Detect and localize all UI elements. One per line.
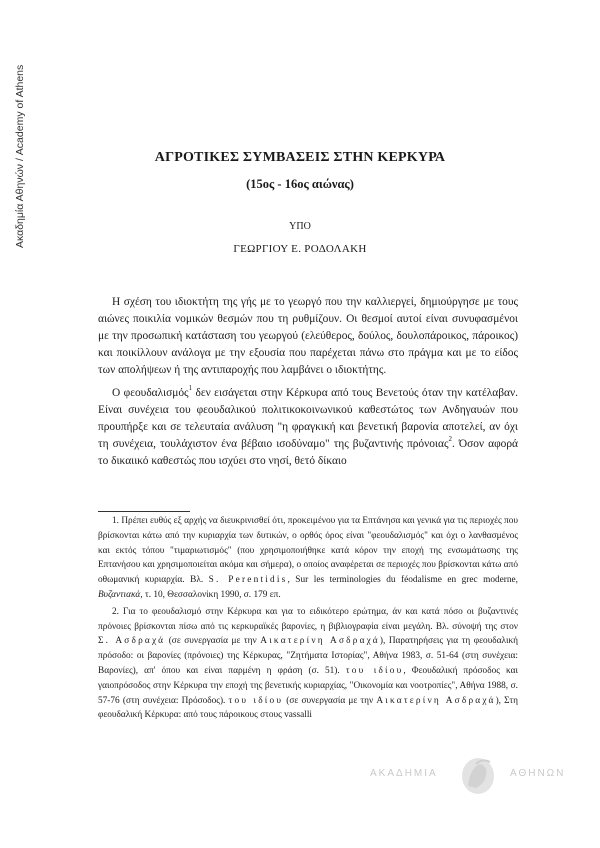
body-paragraph-2-part-c: . Όσον αφορά το δικαιικό καθεστώς που ισχύει στο νησί, θετό δίκαιο	[98, 438, 518, 467]
footnote-2-text-d: , Φεουδαλική πρόσοδος και γαιοπρόσοδος στην Κέρκυρα την εποχή της βενετικής κυριαρχίας, "Οικονομία και νοοτροπίες", Αθήνα 1988, σ. 57-76 (στη συνέχεια: Πρόσοδος).	[98, 665, 518, 706]
footnote-ref-1[interactable]: 1	[188, 384, 193, 392]
article-subtitle: (15ος - 16ος αιώνας)	[246, 177, 354, 191]
footnote-2-author-3: Αικατερίνη Ασδραχά	[376, 695, 496, 706]
article-body	[98, 294, 518, 476]
footnote-1-author: S. Perentidis	[208, 575, 288, 586]
footnote-2-text-b: (σε συνεργασία με την	[165, 636, 261, 647]
footnote-2-author-2: Αικατερίνη Ασδραχά	[260, 636, 380, 647]
footnotes	[98, 514, 518, 725]
footnote-2-text-f: ), Στη φεουδαλική Κέρκυρα: από τους πάροικους στους vassalli	[98, 695, 519, 721]
watermark-text-left: ΑΚΑΔΗΜΙΑ	[370, 768, 438, 779]
archive-sidebar-label	[14, 0, 34, 848]
footnote-divider	[98, 511, 190, 512]
author-name: ΓΕΩΡΓΙΟΥ Ε. ΡΟΔΟΛΑΚΗ	[233, 243, 367, 255]
footnote-2-idem-2: του ιδίου	[228, 695, 284, 706]
footnote-2-text-a: 2. Για το φεουδαλισμό στην Κέρκυρα και για το ειδικότερο ερώτημα, άν και κατά πόσο οι βυζαντινές πρόνοιες βρίσκονται πίσω από τις κερκυραϊκές βαρονίες, η βιβλιογραφία είναι μεγάλη. Βλ. σύνοψή της στον	[98, 606, 518, 632]
body-paragraph-2-part-a: Ο φεουδαλισμός	[112, 387, 189, 399]
footnote-2-author-1: Σ. Ασδραχά	[98, 636, 166, 647]
footnote-ref-2[interactable]: 2	[448, 435, 452, 443]
academy-watermark	[370, 762, 590, 796]
byline-prefix: ΥΠΟ	[289, 221, 311, 232]
footnote-1-text-b: , Sur les terminologies du féodalisme en grec moderne,	[287, 575, 518, 586]
body-paragraph-1: Η σχέση του ιδιοκτήτη της γής με το γεωργό που την καλλιεργεί, δημιούργησε με τους αιώνες ποικιλία νομικών θεσμών που τη ρυθμίζουν. Οι θεσμοί αυτοί είναι συνυφασμένοι με την προσωπική κατάσταση του γεωργού (ελεύθερος, δούλος, δουλοπάροικος, πάροικος) και ποικίλλουν ανάλογα με την εξουσία που παρέχεται πάνω στο πράγμα και με το είδος των απολήψεων ή της αντιπαροχής που λαμβάνει ο ιδιοκτήτης.	[98, 296, 518, 376]
archive-sidebar-text: Ακαδημία Αθηνών / Academy of Athens	[14, 64, 26, 248]
article-title: ΑΓΡΟΤΙΚΕΣ ΣΥΜΒΑΣΕΙΣ ΣΤΗΝ ΚΕΡΚΥΡΑ	[154, 150, 446, 165]
footnote-2-idem-1: του ιδίου	[345, 665, 404, 676]
footnote-1-text-a: 1. Πρέπει ευθύς εξ αρχής να διευκρινισθεί ότι, προκειμένου για τα Επτάνησα και γενικά για τις περιοχές που βρίσκονται κάτω από την κυριαρχία των δυτικών, ο ορθός όρος είναι "φεουδαλισμός" και όχι ο λανθασμένος και εκτός τόπου "τιμαριωτισμός" (που χρησιμοποιήθηκε κατά κόρον την εποχή της ενσωμάτωσης της Επτανήσου και χρησιμοποιείται ακόμα και σήμερα), ο οποίος αναφέρεται σε περιοχές που βρίσκονται κάτω από οθωμανική κυριαρχία. Βλ.	[98, 516, 518, 586]
footnote-1-text-c: , τ. 10, Θεσσαλονίκη 1990, σ. 179 επ.	[140, 589, 281, 600]
body-paragraph-2	[98, 385, 518, 470]
athena-emblem-icon	[456, 756, 500, 796]
footnote-2	[98, 605, 518, 723]
footnote-1-journal: Βυζαντιακά	[98, 589, 141, 600]
watermark-text-right: ΑΘΗΝΩΝ	[510, 768, 566, 779]
footnote-2-text-e: (σε συνεργασία με την	[283, 695, 377, 706]
footnote-2-text-c: ), Παρατηρήσεις για τη φεουδαλική πρόσοδο: οι βαρονίες (πρόνοιες) της Κέρκυρας, "Ζητήματα Ιστορίας", Αθήνα 1983, σ. 51-64 (στη συνέχεια: Βαρονίες), απ' όπου και είναι παρμένη η φράση (σ. 51).	[98, 636, 519, 676]
body-paragraph-2-part-b: δεν εισάγεται στην Κέρκυρα από τους Βενετούς όταν την κατέλαβαν. Είναι συνέχεια του φεουδαλικού πολιτικοκοινωνικού καθεστώτος των Ανδηγαυών που προυπήρξε και σε τελευταία ανάλυση "η φραγκική και βενετική βαρονία αποτελεί, αν όχι τη συνέχεια, τουλάχιστον ένα βέβαιο ισοδύναμο" της βυζαντινής πρόνοιας	[98, 387, 518, 450]
footnote-1	[98, 514, 518, 603]
